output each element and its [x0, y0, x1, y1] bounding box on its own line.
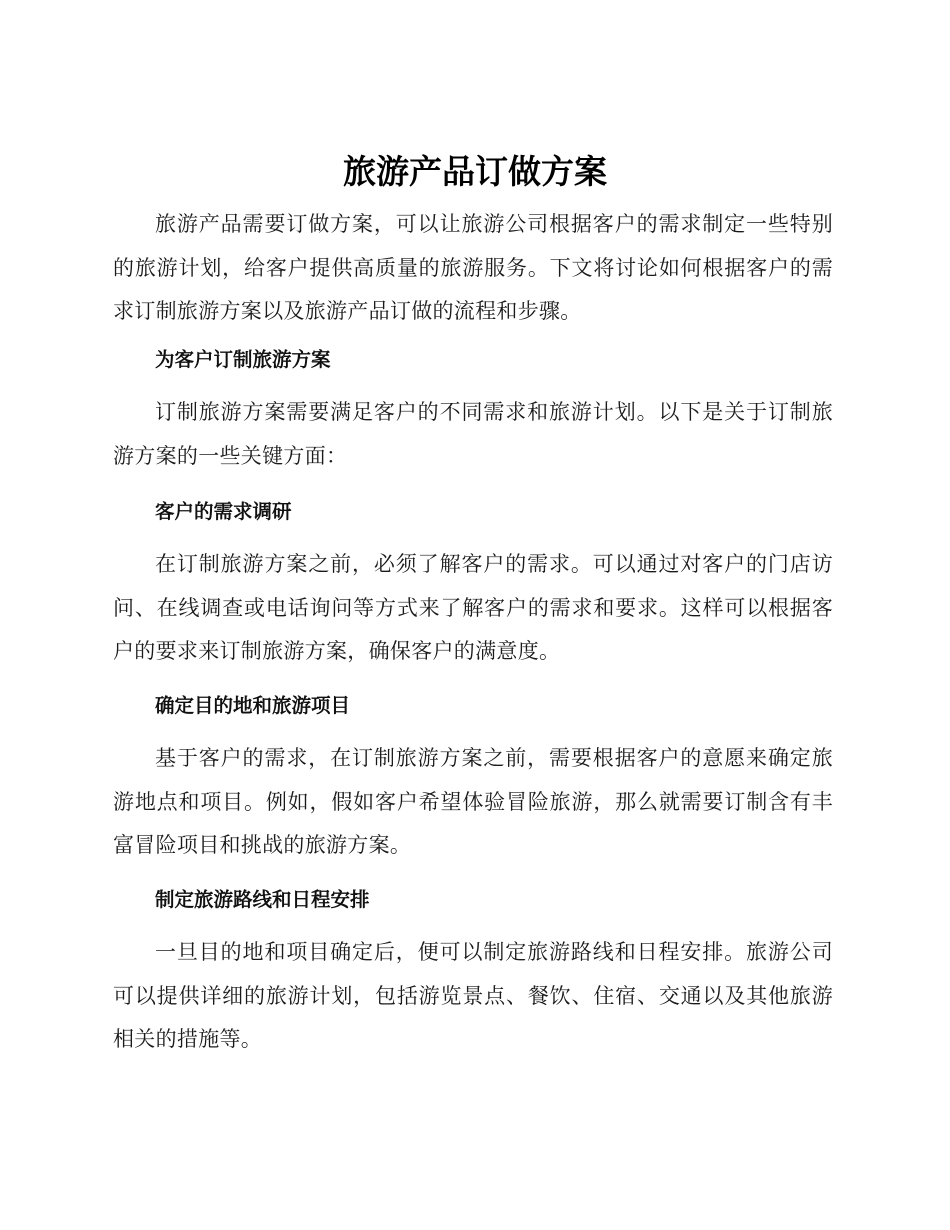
document-title: 旅游产品订做方案: [343, 152, 607, 191]
section-heading-custom-plan: 为客户订制旅游方案: [155, 348, 331, 371]
section-heading-itinerary: 制定旅游路线和日程安排: [155, 888, 370, 911]
section-body-custom-plan: 订制旅游方案需要满足客户的不同需求和旅游计划。以下是关于订制旅游方案的一些关键方面：: [113, 400, 833, 468]
section-body-destination: 基于客户的需求，在订制旅游方案之前，需要根据客户的意愿来确定旅游地点和项目。例如，假如客户希望体验冒险旅游，那么就需要订制含有丰富冒险项目和挑战的旅游方案。: [113, 746, 833, 857]
section-heading-needs-research: 客户的需求调研: [155, 500, 292, 523]
section-body-needs-research: 在订制旅游方案之前，必须了解客户的需求。可以通过对客户的门店访问、在线调查或电话询问等方式来了解客户的需求和要求。这样可以根据客户的要求来订制旅游方案，确保客户的满意度。: [113, 552, 833, 663]
section-body-itinerary: 一旦目的地和项目确定后，便可以制定旅游路线和日程安排。旅游公司可以提供详细的旅游计划，包括游览景点、餐饮、住宿、交通以及其他旅游相关的措施等。: [113, 940, 833, 1051]
intro-paragraph: 旅游产品需要订做方案，可以让旅游公司根据客户的需求制定一些特别的旅游计划，给客户提供高质量的旅游服务。下文将讨论如何根据客户的需求订制旅游方案以及旅游产品订做的流程和步骤。: [113, 212, 833, 323]
section-heading-destination: 确定目的地和旅游项目: [155, 694, 351, 717]
